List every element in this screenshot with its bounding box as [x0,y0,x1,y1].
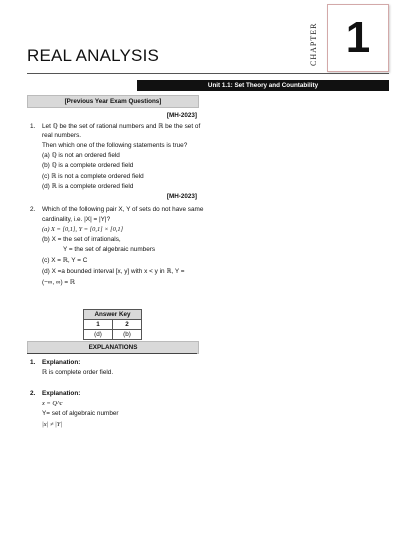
answer-key-heading: Answer Key [84,310,142,320]
answer-key-column: 2 [113,320,142,330]
explanations-heading: EXPLANATIONS [27,341,199,354]
question-option: (a) ℚ is not an ordered field [42,152,120,159]
question-option: (b) X = the set of irrationals, [42,236,121,243]
question-option: (b) ℚ is a complete ordered field [42,162,134,169]
question-option: Y = the set of algebraic numbers [63,246,156,253]
question-number: 2. [30,206,36,213]
question-text-line: real numbers. [42,132,82,139]
explanation-text: |x| ≠ |Y| [42,421,63,428]
explanation-label: Explanation: [42,359,81,366]
question-option: (c) ℝ is not a complete ordered field [42,173,144,180]
question-source-tag: [MH-2023] [166,112,197,119]
explanations-divider [27,353,197,354]
question-option: (d) X =a bounded interval [x, y] with x < y in ℝ, Y = [42,268,185,275]
answer-key-cell: (b) [113,330,142,340]
question-text-line: cardinality, i.e. |X| = |Y|? [42,216,111,223]
explanation-number: 2. [30,390,36,397]
explanation-label: Explanation: [42,390,81,397]
answer-key-column: 1 [84,320,113,330]
explanation-text: x = Q^c [42,400,63,407]
question-source-tag: [MH-2023] [166,193,197,200]
explanation-text: Y= set of algebraic number [42,410,119,417]
chapter-number-box [327,4,389,72]
chapter-number: 1 [345,13,371,62]
answer-key-table [83,309,142,340]
page-title: REAL ANALYSIS [27,46,160,65]
explanation-number: 1. [30,359,36,366]
answer-key-cell: (d) [84,330,113,340]
explanation-text: ℝ is complete order field. [42,369,114,376]
question-option: (−∞, ∞) = ℝ [42,279,75,286]
question-number: 1. [30,123,36,130]
question-option: (a) X = [0,1], Y = [0,1] × [0,1] [42,226,124,233]
question-text-line: Then which one of the following statements is true? [42,142,188,149]
question-option: (d) ℝ is a complete ordered field [42,183,134,190]
pyq-heading: [Previous Year Exam Questions] [27,95,199,108]
unit-banner: Unit 1.1: Set Theory and Countability [137,80,389,91]
title-divider [27,73,389,74]
question-text-line: Let ℚ be the set of rational numbers and ℝ be the set of [42,123,201,130]
question-text-line: Which of the following pair X, Y of sets do not have same [42,206,204,213]
chapter-label: CHAPTER [309,22,318,66]
question-option: (c) X = ℝ, Y = C [42,257,88,264]
